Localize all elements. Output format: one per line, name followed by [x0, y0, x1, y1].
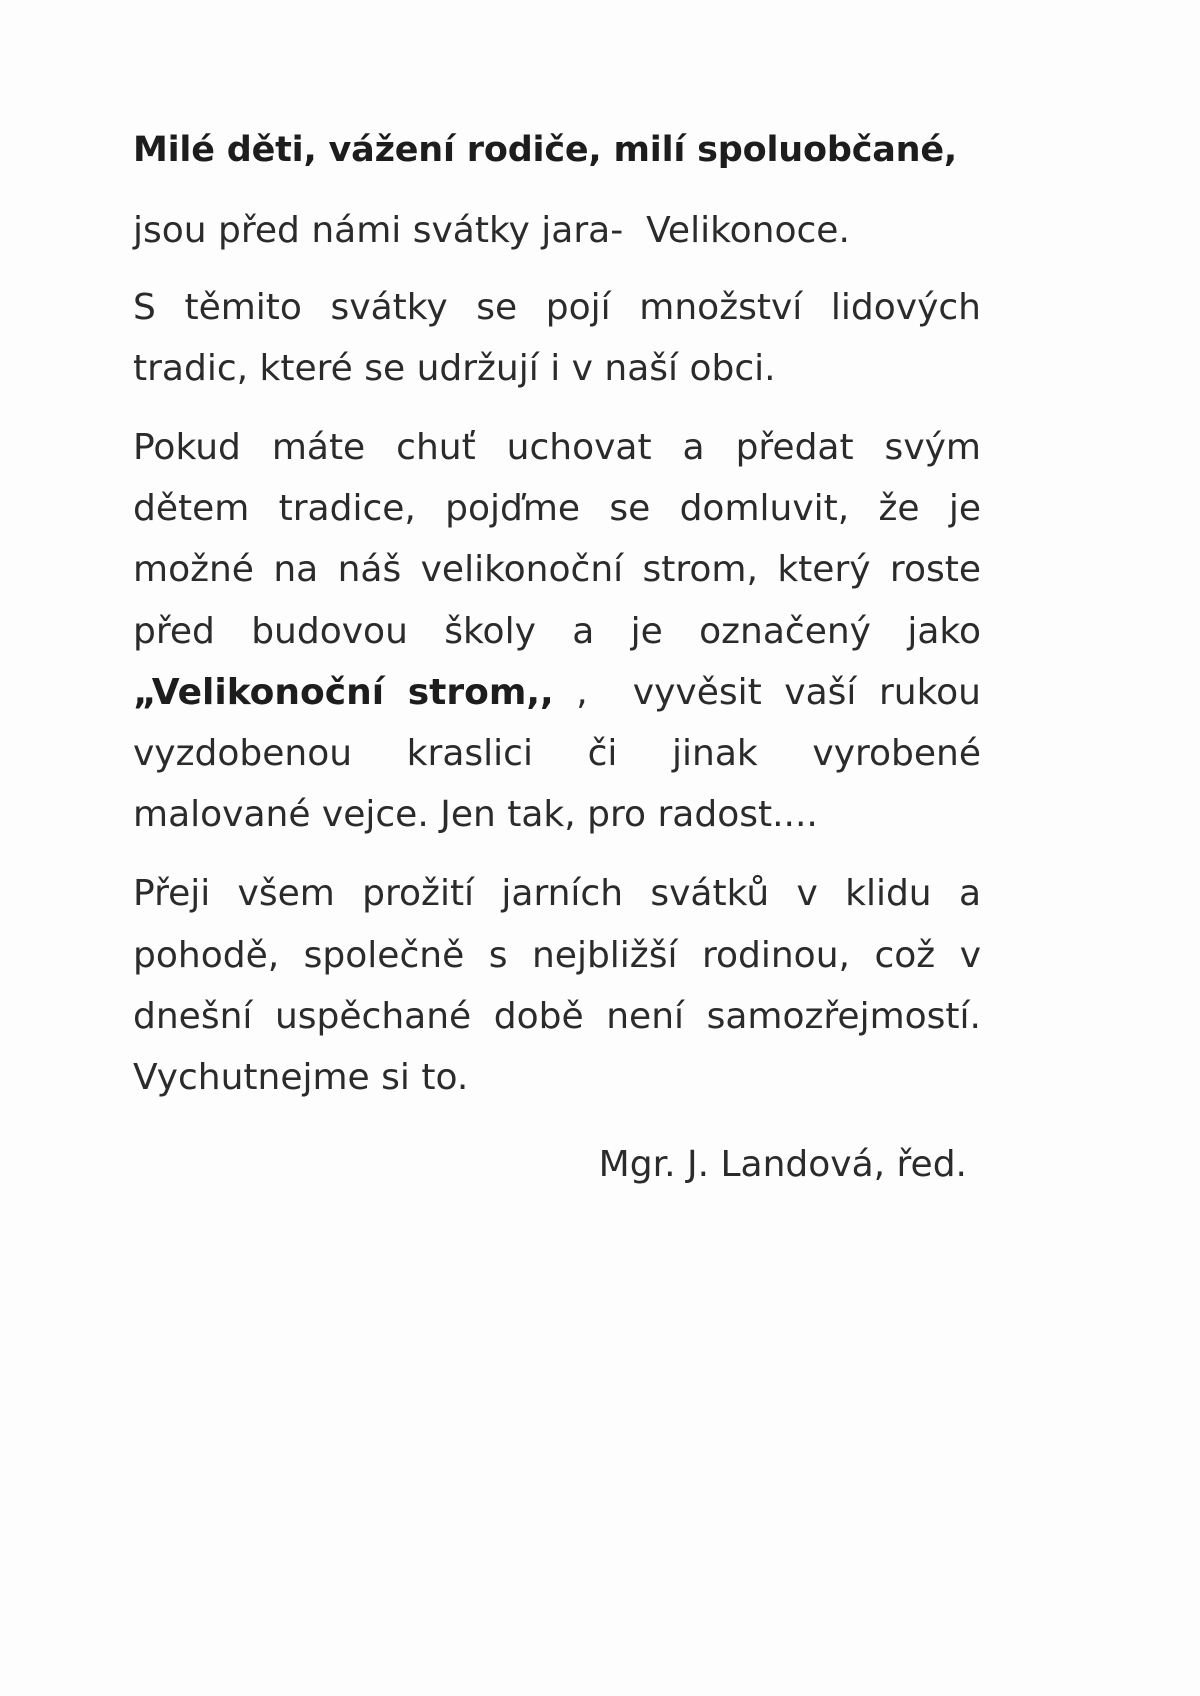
paragraph-main-part-2: , vyvěsit vaší rukou vyzdobenou kraslici či jinak vyrobené malované vejce. Jen tak, pro radost....	[133, 671, 993, 836]
quoted-phrase-velikonocni-strom: „Velikonoční strom,,	[133, 671, 554, 713]
document-heading: Milé děti, vážení rodiče, milí spoluobčané,	[133, 130, 958, 170]
paragraph-main	[133, 417, 993, 845]
document-body	[133, 128, 993, 1194]
paragraph-intro: jsou před námi svátky jara- Velikonoce.	[133, 209, 850, 251]
paragraph-wish: Přeji všem prožití jarních svátků v klidu a pohodě, společně s nejbližší rodinou, což v dnešní uspěchané době není samozřejmostí. Vychutnejme si to.	[133, 873, 993, 1098]
signature-line: Mgr. J. Landová, řed.	[598, 1144, 967, 1186]
paragraph-main-part-1: Pokud máte chuť uchovat a předat svým dětem tradice, pojďme se domluvit, že je možné na náš velikonoční strom, který roste před budovou školy a je označený jako	[133, 427, 993, 652]
paragraph-traditions: S těmito svátky se pojí množství lidových tradic, které se udržují i v naší obci.	[133, 286, 993, 389]
